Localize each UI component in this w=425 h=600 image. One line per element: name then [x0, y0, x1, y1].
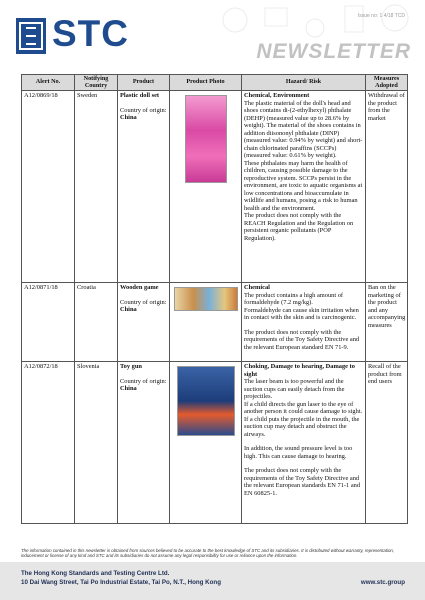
photo-cell — [170, 283, 242, 362]
hazard-cell — [242, 91, 366, 283]
hazard-paragraph: The product does not comply with the requirements of the Toy Safety Directive and the relevant European standards EN 71-1 and EN 60825-1. — [244, 467, 361, 497]
country: Sweden — [75, 91, 118, 283]
table-row — [22, 362, 408, 524]
paragraph-gap — [244, 322, 363, 329]
country: Croatia — [75, 283, 118, 362]
origin-value: China — [120, 114, 137, 122]
product-cell — [118, 91, 170, 283]
hazard-paragraph: The product does not comply with the requirements of the Toy Safety Directive and the relevant European standard EN 71-9. — [244, 328, 360, 351]
hazard-paragraph: The plastic material of the doll's head and shoes contains di-(2-ethylhexyl) phthalate (DEHP) (measured value up to 28.6% by weight). The material of the shoes contains in addition diisononyl phthalate (DINP) (measured value: 0.94% by weight) and short-chain chlorinated paraffins (SCCPs) (measured value: 0.61% by weight). — [244, 99, 363, 160]
hazard-cell — [242, 283, 366, 362]
hazard-paragraph: The product does not comply with the REACH Regulation and the Regulation on persistent organic pollutants (POP Regulation). — [244, 212, 354, 242]
alert-no: A12/0872/18 — [22, 362, 75, 524]
paragraph-gap — [244, 438, 363, 445]
product-photo-wooden-game — [174, 287, 238, 311]
measures: Recall of the product from end users — [366, 362, 408, 524]
alerts-table — [21, 74, 408, 524]
footer-company: The Hong Kong Standards and Testing Centre Ltd. — [21, 570, 170, 577]
alert-no: A12/0871/18 — [22, 283, 75, 362]
measures: Ban on the marketing of the product and any accompanying measures — [366, 283, 408, 362]
col-header-country: Notifying Country — [75, 75, 118, 91]
origin-value: China — [120, 306, 137, 314]
alert-no: A12/0869/18 — [22, 91, 75, 283]
table-row — [22, 91, 408, 283]
website-link[interactable]: www.stc.group — [360, 579, 405, 586]
product-name: Wooden game — [120, 284, 159, 292]
hazard-paragraph: In addition, the sound pressure level is too high. This can cause damage to hearing. — [244, 445, 353, 460]
origin-label: Country of origin: — [120, 298, 167, 306]
origin-label: Country of origin: — [120, 106, 167, 114]
col-header-alert-no: Alert No. — [22, 75, 75, 91]
table-header-row — [22, 75, 408, 91]
hazard-paragraph: The product contains a high amount of formaldehyde (7.2 mg/kg). — [244, 291, 344, 307]
paragraph-gap — [244, 460, 363, 467]
product-name: Toy gun — [120, 363, 142, 371]
product-name: Plastic doll set — [120, 92, 160, 100]
origin-value: China — [120, 385, 137, 393]
col-header-measures: Measures Adopted — [366, 75, 408, 91]
hazard-paragraph: If a child directs the gun laser to the eye of another person it could cause damage to sight. If a child puts the projectile in the mouth, the suction cup may detach and obstruct the airways. — [244, 400, 363, 438]
hazard-title: Chemical — [244, 284, 270, 292]
newsletter-header — [0, 0, 425, 72]
footer-address: 10 Dai Wang Street, Tai Po Industrial Estate, Tai Po, N.T., Hong Kong — [21, 579, 221, 586]
logo-text: STC — [52, 13, 129, 54]
col-header-hazard: Hazard/ Risk — [242, 75, 366, 91]
country: Slovenia — [75, 362, 118, 524]
product-cell — [118, 362, 170, 524]
origin-label: Country of origin: — [120, 377, 167, 385]
product-photo-doll-set — [185, 95, 227, 183]
issue-label: Issue no: 1 4/18 TCD — [357, 13, 405, 19]
col-header-product: Product — [118, 75, 170, 91]
product-photo-toy-gun — [177, 366, 235, 436]
hazard-paragraph: Formaldehyde can cause skin irritation when in contact with the skin and is carcinogenic. — [244, 306, 359, 322]
stc-logo-icon — [16, 18, 46, 54]
hazard-title: Chemical, Environment — [244, 92, 310, 100]
hazard-cell — [242, 362, 366, 524]
col-header-photo: Product Photo — [170, 75, 242, 91]
disclaimer: The information contained in this newsletter is obtained from sources believed to be accurate to the best knowledge of STC and its subsidiaries. It is distributed without warranty, representation, inducement or license of any kind and STC and its subsidiaries do not assume any legal responsibility for use or reliance upon the information. — [21, 548, 395, 559]
hazard-title: Choking, Damage to hearing, Damage to sight — [244, 363, 355, 378]
measures: Withdrawal of the product from the market — [366, 91, 408, 283]
photo-cell — [170, 91, 242, 283]
newsletter-title: NEWSLETTER — [256, 40, 411, 63]
hazard-paragraph: These phthalates may harm the health of children, causing possible damage to the reproductive system. SCCPs persist in the environment, are toxic to aquatic organisms at low concentrations and bioaccumulate in wildlife and humans, posing a risk to human health and the environment. — [244, 159, 363, 212]
table-row — [22, 283, 408, 362]
hazard-paragraph: The laser beam is too powerful and the suction cups can easily detach from the projectiles. — [244, 378, 345, 401]
photo-cell — [170, 362, 242, 524]
product-cell — [118, 283, 170, 362]
